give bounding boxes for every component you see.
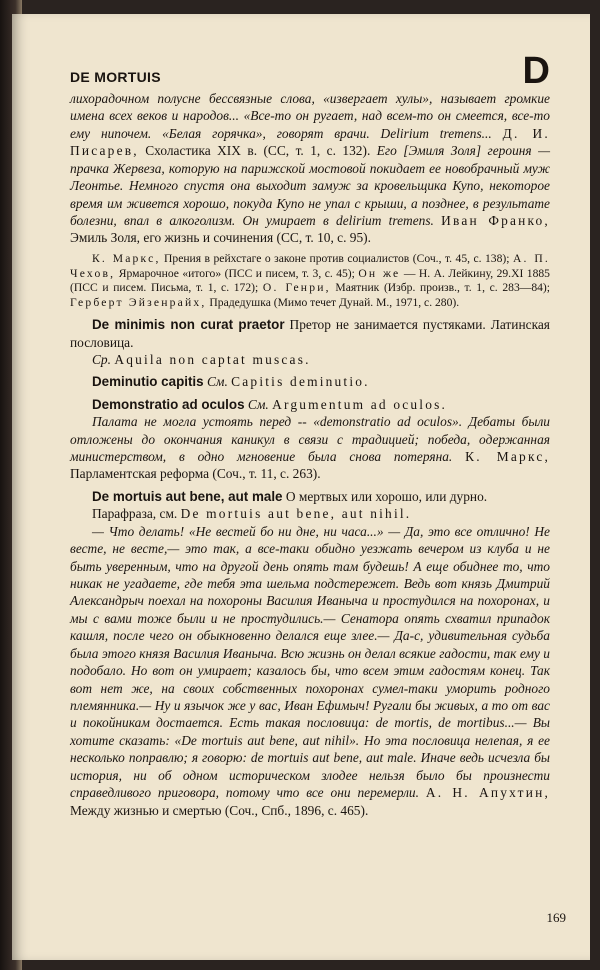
- page-content: [70, 50, 550, 819]
- author-name: Д. И. Писарев,: [70, 125, 550, 159]
- page-number: 169: [546, 910, 566, 925]
- entry-headword: Demonstratio ad oculos: [92, 396, 245, 412]
- entry-quote: Палата не могла устоять перед -- «demonstratio ad oculos». Дебаты были отложены до окончания каникул в связи с традицией; победа, одержанная министерством, в одно мгновение была снова потеряна. К. Маркс, Парламентская реформа (Соч., т. 11, с. 263).: [70, 414, 551, 482]
- entry-de-mortuis: De mortuis aut bene, aut male О мертвых или хорошо, или дурно.: [92, 488, 488, 504]
- entry-de-minimis: De minimis non curat praetor Претор не занимается пустяками. Латинская пословица.: [70, 317, 550, 350]
- entry-quote: — Что делать! «Не вестей бо ни дне, ни часа...» — Да, это все отлично! Не весте, не весте,— это так, а все-таки обидно уезжать вечером из клуба и не быть уверенным, что на другой день опять там будешь! А еще обиднее то, что никак не угадаете, где тебя эта шельма подстережет. Ведь вот князь Дмитрий Александрыч поехал на похороны Василия Иваныча и простудился на похоронах, и мы с вами тоже были и не простудились.— Сенатора опять схватил припадок кашля, после чего он обыкновенно делался еще злее.— Да-с, удивительная судьба была этого князя Василия Иваныча. Всю жизнь он делал всякие гадости, так ему и подобало. Но вот он умирает; казалось бы, что всем этим гадостям конец. Так вот нет же, на своих собственных похоронах сумел-таки уморить родного племянника.— Ну и язычок же у вас, Иван Ефимыч! Ругали бы живых, а то от вас и покойникам достается. Есть такая пословица: de mortis, de mortibus...— Вы хотите сказать: «De mortuis aut bene, aut nihil». Но эта пословица нелепая, я ее несколько поправлю; я говорю: de mortuis aut bene, aut male. Иначе ведь исчезла бы история, ни об одном историческом злодее нельзя было бы произнести справедливого приговора, потому что все они перемерли. А. Н. Апухтин, Между жизнью и смертью (Соч., Спб., 1896, с. 465).: [70, 523, 550, 818]
- entry-demonstratio: Demonstratio ad oculos См. Argumentum ad oculos.: [92, 396, 448, 412]
- continued-quote: лихорадочном полусне бессвязные слова, «извергает хулы», называет громкие имена всех веков и народов... «Все-то он ругает, над всем-то он смеется, все-то ему нипочем. «Белая горячка», говорят врачи. Delirium tremens... Д. И. Писарев, Схоластика XIX в. (СС, т. 1, с. 132). Его [Эмиля Золя] героиня — прачка Жервеза, которую на парижской мостовой покидает ее новобрачный муж Леонтье. Немного спустя она выходит замуж за кровельщика Купо, некоторое время им живется хорошо, покуда Купо не упал с крыши, а позднее, в результате болезни, впал в алкоголизм. Он умирает в delirium tremens. Иван Франко, Эмиль Золя, его жизнь и сочинения (СС, т. 10, с. 95).: [70, 91, 550, 246]
- page-header: [70, 50, 550, 90]
- entry-headword: Deminutio capitis: [92, 374, 204, 390]
- running-head: DE MORTUIS: [70, 69, 161, 85]
- entry-headword: De minimis non curat praetor: [92, 317, 285, 333]
- entry-headword: De mortuis aut bene, aut male: [92, 488, 283, 504]
- entry-cross-reference: Ср. Aquila non captat muscas.: [92, 351, 311, 367]
- entry-paraphrase: Парафраза, см. De mortuis aut bene, aut nihil.: [92, 506, 412, 522]
- author-name: Иван Франко,: [441, 212, 550, 228]
- section-letter: D: [522, 50, 550, 92]
- references: К. Маркс, Прения в рейхстаге о законе против социалистов (Соч., т. 45, с. 138); А. П. Чехов, Ярмарочное «итого» (ПСС и писем, т. 3, с. 45); Он же — Н. А. Лейкину, 29.XI 1885 (ПСС и писем. Письма, т. 1, с. 172); О. Генри, Маятник (Избр. произв., т. 1, с. 283—84); Герберт Эйзенрайх, Прадедушка (Мимо течет Дунай. М., 1971, с. 280).: [70, 251, 551, 310]
- entry-deminutio-capitis: Deminutio capitis См. Capitis deminutio.: [92, 374, 370, 390]
